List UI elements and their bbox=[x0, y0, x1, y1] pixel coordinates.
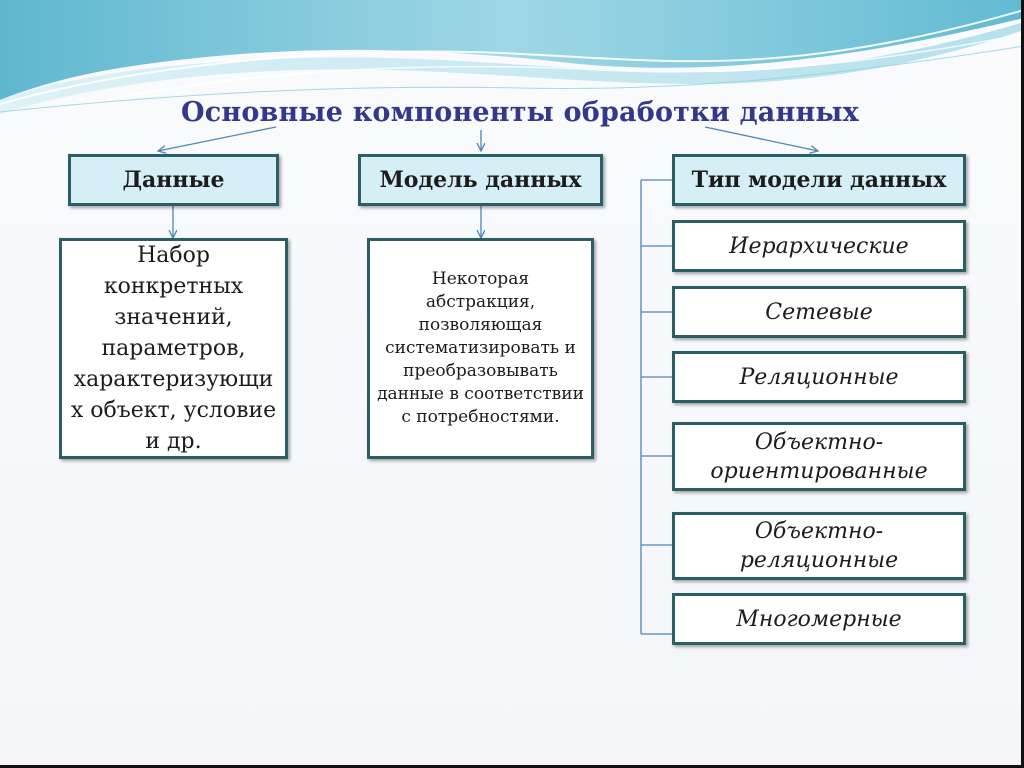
data-header-box: Данные bbox=[68, 154, 279, 206]
type-item-hierarchical bbox=[672, 220, 966, 272]
model-description-box bbox=[367, 238, 594, 459]
type-item-label: Объектно-ориентированные bbox=[710, 429, 928, 484]
type-item-object-relational bbox=[672, 512, 966, 580]
type-item-label: Многомерные bbox=[736, 606, 902, 632]
arrow-title-to-data bbox=[158, 127, 276, 151]
type-item-network bbox=[672, 286, 966, 338]
type-item-label: Реляционные bbox=[739, 364, 899, 390]
type-item-label: Объектно-реляционные bbox=[739, 519, 899, 573]
type-item-label: Иерархические bbox=[729, 233, 909, 259]
type-item-multidimensional bbox=[672, 593, 966, 645]
model-description-text: Некоторая абстракция, позволяющая систематизировать и преобразовывать данные в соответствии с потребностями. bbox=[377, 269, 584, 427]
arrow-title-to-types bbox=[705, 127, 818, 151]
types-header-box: Тип модели данных bbox=[672, 154, 966, 206]
type-item-object-oriented bbox=[672, 422, 966, 491]
type-item-relational bbox=[672, 351, 966, 403]
diagram-title: Основные компоненты обработки данных bbox=[181, 97, 859, 128]
type-item-label: Сетевые bbox=[765, 299, 873, 325]
data-description-text: Набор конкретных значений, параметров, характеризующи х объект, условие и др. bbox=[70, 243, 277, 454]
model-header-box: Модель данных bbox=[358, 154, 603, 206]
data-description-box bbox=[59, 238, 288, 459]
